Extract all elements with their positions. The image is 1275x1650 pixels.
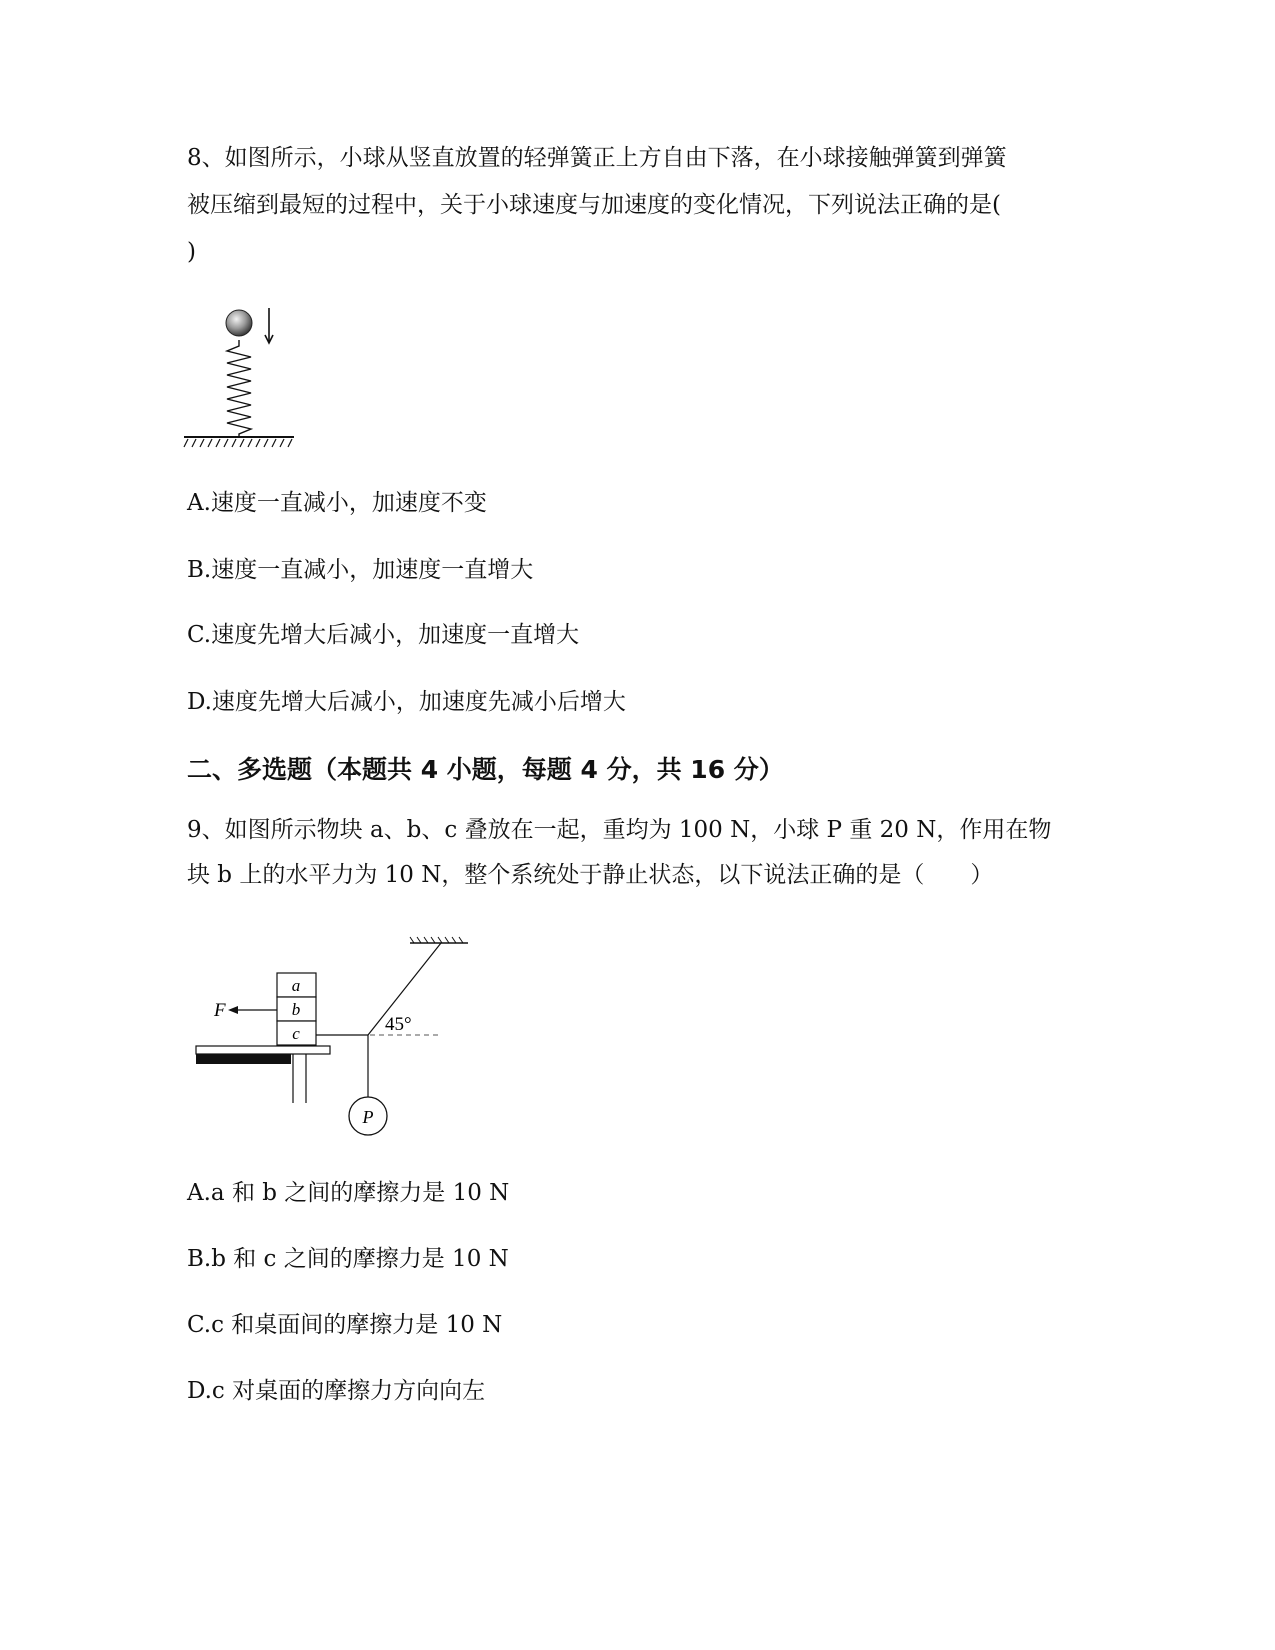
label-c: c — [292, 1024, 300, 1043]
spring — [227, 340, 251, 437]
label-P: P — [362, 1107, 374, 1127]
q9-stem-line-1: 9、如图所示物块 a、b、c 叠放在一起，重均为 100 N，小球 P 重 20 N，作用在物 — [187, 817, 1052, 843]
table-edge-shading — [196, 1054, 291, 1064]
q9-stem-line-2: 块 b 上的水平力为 10 N，整个系统处于静止状态，以下说法正确的是（ ） — [187, 862, 994, 888]
down-arrow-icon — [265, 308, 273, 343]
q8-stem-line-2: 被压缩到最短的过程中，关于小球速度与加速度的变化情况，下列说法正确的是( — [187, 192, 1001, 218]
q9-option-a: A.a 和 b 之间的摩擦力是 10 N — [187, 1180, 510, 1206]
q8-option-d: D.速度先增大后减小，加速度先减小后增大 — [187, 689, 626, 715]
q8-option-a: A.速度一直减小，加速度不变 — [187, 490, 487, 516]
q8-stem-line-3: ) — [187, 239, 196, 265]
angle-label: 45° — [385, 1014, 412, 1035]
ball — [226, 310, 252, 336]
q8-option-b: B.速度一直减小，加速度一直增大 — [187, 557, 534, 583]
q8-spring-figure — [180, 300, 310, 464]
label-b: b — [291, 1000, 301, 1019]
q9-option-c: C.c 和桌面间的摩擦力是 10 N — [187, 1312, 503, 1338]
label-a: a — [291, 976, 301, 995]
section-heading: 二、多选题（本题共 4 小题，每题 4 分，共 16 分） — [187, 755, 784, 784]
label-F: F — [214, 1000, 226, 1021]
q8-option-c: C.速度先增大后减小，加速度一直增大 — [187, 622, 580, 648]
ceiling — [410, 937, 468, 943]
q9-blocks-figure — [190, 935, 490, 1154]
q8-stem-line-1: 8、如图所示，小球从竖直放置的轻弹簧正上方自由下落，在小球接触弹簧到弹簧 — [187, 145, 1007, 171]
q9-option-b: B.b 和 c 之间的摩擦力是 10 N — [187, 1246, 509, 1272]
table-top — [196, 1046, 330, 1054]
q9-option-d: D.c 对桌面的摩擦力方向向左 — [187, 1378, 486, 1404]
ground — [184, 437, 294, 447]
